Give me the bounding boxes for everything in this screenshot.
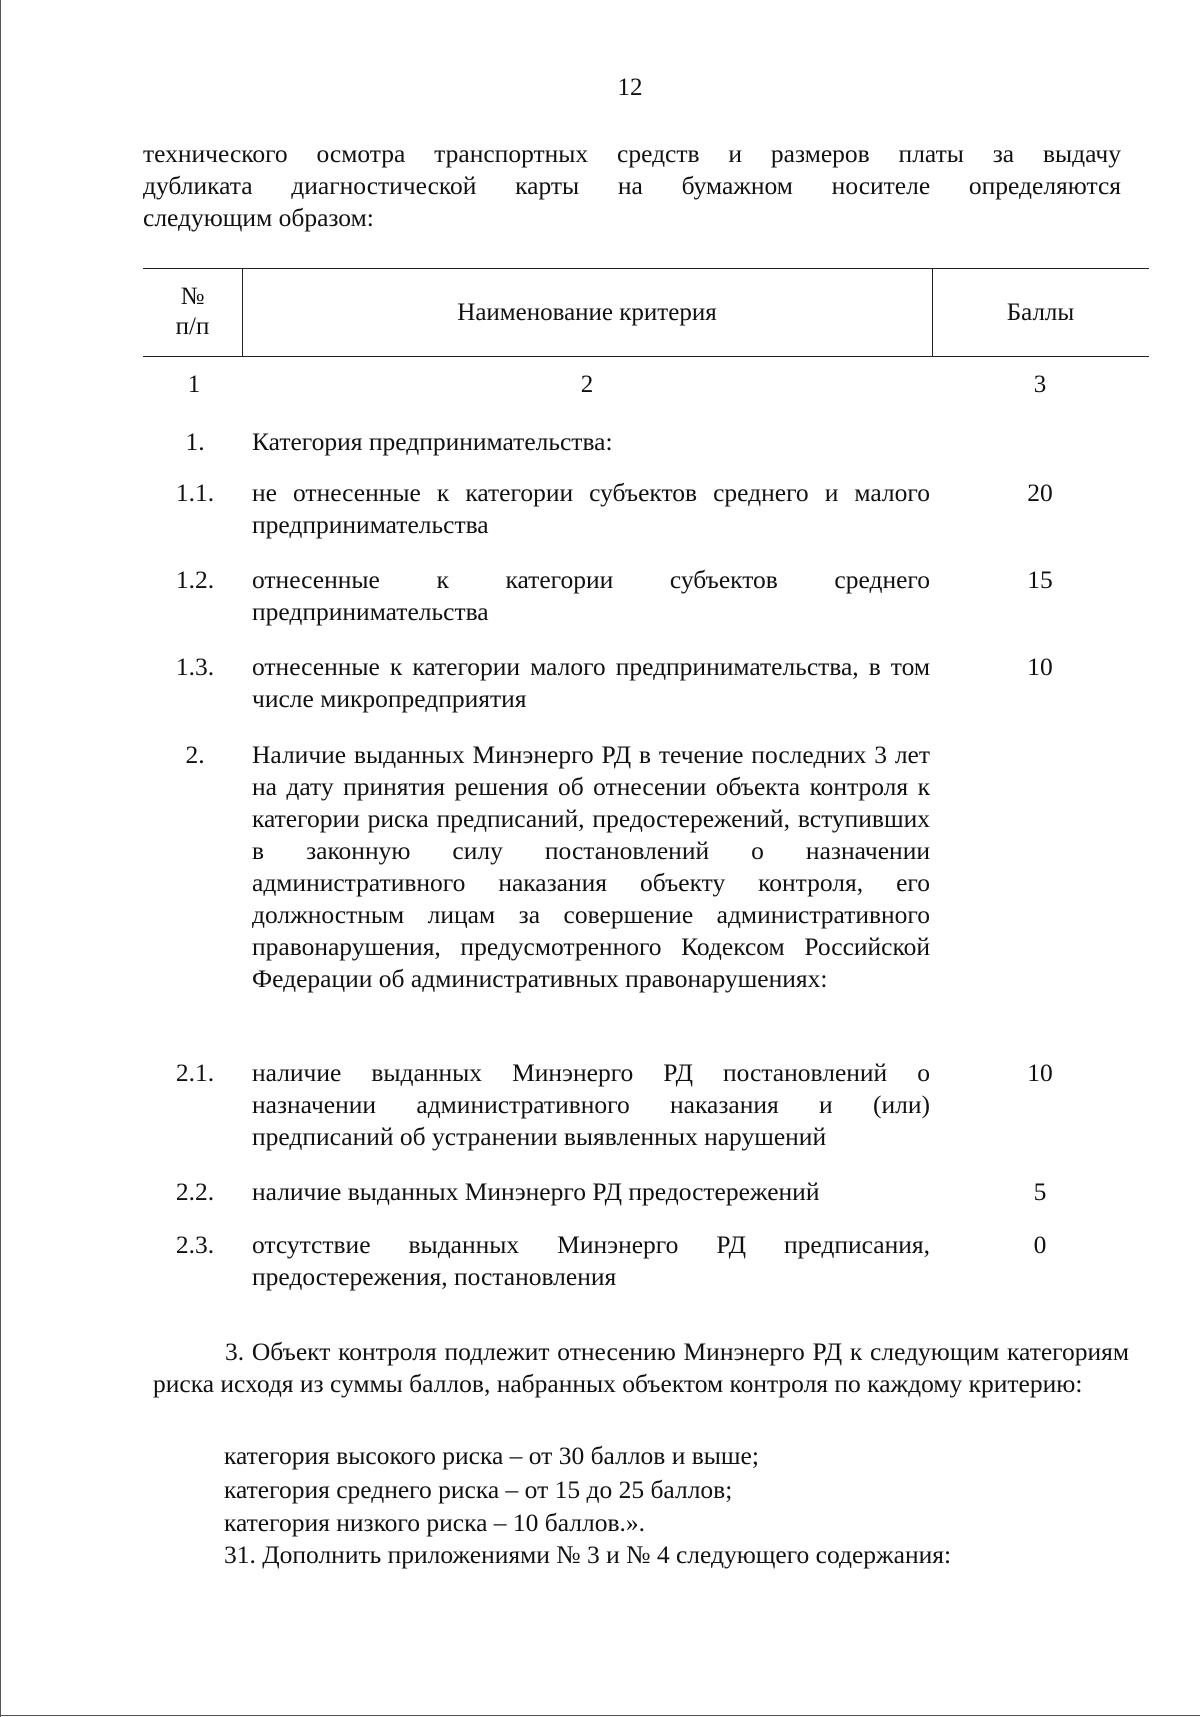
row-number: 2. xyxy=(185,740,205,769)
row-number: 1. xyxy=(185,427,205,456)
row-number: 1.2. xyxy=(175,565,215,594)
row-score: 0 xyxy=(1033,1230,1047,1259)
row-number: 2.2. xyxy=(175,1177,215,1206)
scan-edge-left xyxy=(0,0,1,1717)
row-criterion-text: отнесенные к категории малого предпринимательства, в том числе микропредприятия xyxy=(252,652,930,713)
row-criterion-text: отнесенные к категории субъектов среднего предпринимательства xyxy=(252,565,930,626)
category-high-risk: категория высокого риска – от 30 баллов и выше; xyxy=(224,1441,759,1470)
row-score: 20 xyxy=(1027,478,1053,507)
header-score: Баллы xyxy=(1006,299,1075,326)
row-score: 15 xyxy=(1027,565,1053,594)
page-number: 12 xyxy=(617,74,643,101)
intro-line-3: следующим образом: xyxy=(143,203,374,232)
intro-line-2: дубликата диагностической карты на бумажном носителе определяются xyxy=(143,171,1121,200)
row-score: 10 xyxy=(1027,1058,1053,1087)
table-header-bottom-rule xyxy=(143,356,1149,357)
row-criterion-text: не отнесенные к категории субъектов среднего и малого предпринимательства xyxy=(252,478,930,539)
row-number: 1.1. xyxy=(175,478,215,507)
header-number xyxy=(143,282,242,342)
row-number: 2.1. xyxy=(175,1058,215,1087)
amendment-paragraph: 31. Дополнить приложениями № 3 и № 4 следующего содержания: xyxy=(224,1540,952,1569)
scan-edge-bottom xyxy=(0,1715,1200,1716)
row-score: 10 xyxy=(1027,652,1053,681)
table-top-rule xyxy=(143,268,1149,269)
row-criterion-text: отсутствие выданных Минэнерго РД предписания, предостережения, постановления xyxy=(252,1230,930,1291)
row-criterion-text: наличие выданных Минэнерго РД постановлений о назначении административного наказания и (или) предписаний об устранении выявленных нарушений xyxy=(252,1058,930,1151)
header-number-pp: п/п xyxy=(175,313,210,340)
intro-line-1: технического осмотра транспортных средств и размеров платы за выдачу xyxy=(143,139,1121,168)
intro-paragraph xyxy=(143,138,1121,234)
column-number-3: 3 xyxy=(1033,371,1047,398)
column-number-1: 1 xyxy=(187,371,201,398)
header-number-sign: № xyxy=(180,283,205,310)
row-criterion-text: Категория предпринимательства: xyxy=(252,427,613,456)
row-number: 2.3. xyxy=(175,1230,215,1259)
row-criterion-text: Наличие выданных Минэнерго РД в течение последних 3 лет на дату принятия решения об отнесении объекта контроля к категории риска предписаний, предостережений, вступивших в законную силу постановлений о назначении административного наказания объекту контроля, его должностным лицам за совершение административного правонарушения, предусмотренного Кодексом Российской Федерации об административных правонарушениях: xyxy=(252,740,930,993)
column-number-2: 2 xyxy=(580,371,594,398)
row-score: 5 xyxy=(1033,1177,1047,1206)
row-criterion-text: наличие выданных Минэнерго РД предостережений xyxy=(252,1177,820,1206)
risk-categories-paragraph: 3. Объект контроля подлежит отнесению Минэнерго РД к следующим категориям риска исходя из суммы баллов, набранных объектом контроля по каждому критерию: xyxy=(153,1337,1129,1398)
category-low-risk: категория низкого риска – 10 баллов.». xyxy=(224,1508,646,1537)
header-criterion-name: Наименование критерия xyxy=(457,299,717,326)
row-number: 1.3. xyxy=(175,652,215,681)
category-medium-risk: категория среднего риска – от 15 до 25 баллов; xyxy=(224,1475,733,1504)
